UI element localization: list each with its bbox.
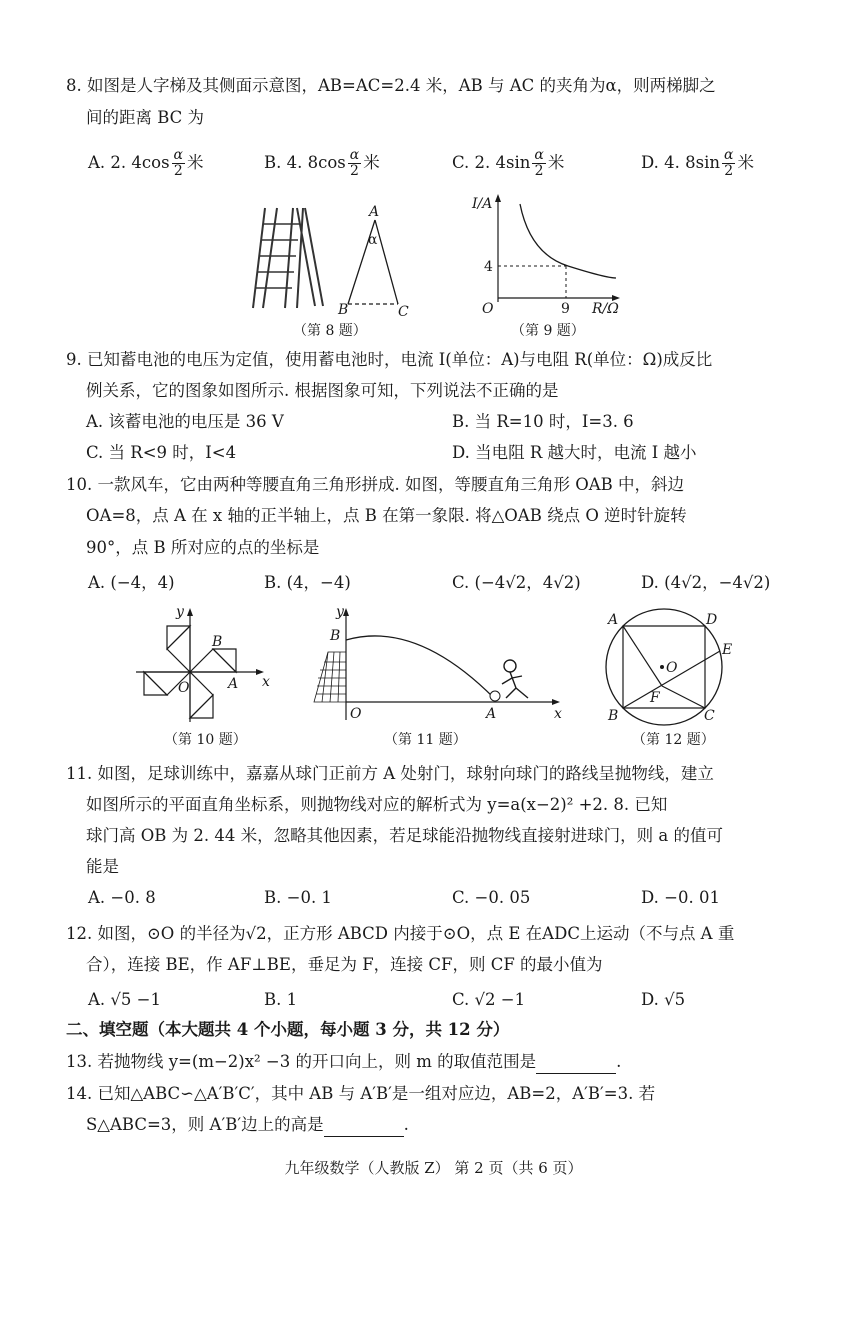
label-o: O bbox=[350, 706, 362, 722]
q10-option-d: D. (4√2，−4√2) bbox=[641, 573, 771, 592]
label-y: y bbox=[176, 604, 184, 620]
page-footer: 九年级数学（人教版 Z） 第 2 页（共 6 页） bbox=[284, 1159, 583, 1177]
figure-11 bbox=[306, 604, 570, 728]
q12-line2: 合），连接 BE，作 AF⊥BE，垂足为 F，连接 CF，则 CF 的最小值为 bbox=[86, 955, 603, 974]
label-a: A bbox=[369, 204, 380, 220]
section-fill-in-heading: 二、填空题（本大题共 4 个小题，每小题 3 分，共 12 分） bbox=[66, 1020, 510, 1039]
label-a: A bbox=[486, 706, 497, 722]
xlabel: R/Ω bbox=[592, 301, 619, 317]
q12-option-a: A. √5 −1 bbox=[88, 990, 161, 1009]
q8-option-a: A. 2. 4cos $\frac{\alpha}{2}$ 米 bbox=[88, 147, 204, 179]
q11-line3: 球门高 OB 为 2. 44 米，忽略其他因素，若足球能沿抛物线直接射进球门，则 a 的值可 bbox=[86, 826, 723, 845]
figure-9 bbox=[468, 192, 628, 318]
q10-line2: OA=8，点 A 在 x 轴的正半轴上，点 B 在第一象限. 将△OAB 绕点 O 逆时针旋转 bbox=[86, 506, 687, 525]
ylabel: I/A bbox=[472, 196, 493, 212]
caption-11: （第 11 题） bbox=[384, 732, 467, 748]
label-c: C bbox=[398, 304, 409, 320]
q10-option-a: A. (−4，4) bbox=[88, 573, 175, 592]
q8-line1: 8. 如图是人字梯及其侧面示意图，AB=AC=2.4 米，AB 与 AC 的夹角为α，则两梯脚之 bbox=[66, 76, 716, 95]
label-b: B bbox=[338, 302, 349, 318]
q8-option-d: D. 4. 8sin $\frac{\alpha}{2}$ 米 bbox=[641, 147, 754, 179]
q11-line4: 能是 bbox=[86, 857, 119, 876]
origin-o: O bbox=[482, 301, 494, 317]
q12-option-c: C. √2 −1 bbox=[452, 990, 526, 1009]
q9-option-b: B. 当 R=10 时，I=3. 6 bbox=[452, 412, 634, 431]
q9-option-c: C. 当 R<9 时，I<4 bbox=[86, 443, 237, 462]
q11-line2: 如图所示的平面直角坐标系，则抛物线对应的解析式为 y=a(x−2)² +2. 8. 已知 bbox=[86, 795, 668, 814]
q10-option-b: B. (4，−4) bbox=[264, 573, 351, 592]
q10-line3: 90°，点 B 所对应的点的坐标是 bbox=[86, 538, 320, 557]
hyperbola-curve bbox=[520, 204, 616, 278]
label-o: O bbox=[178, 680, 190, 696]
q10-line1: 10. 一款风车，它由两种等腰直角三角形拼成. 如图，等腰直角三角形 OAB 中，斜边 bbox=[66, 475, 685, 494]
label-a: A bbox=[228, 676, 239, 692]
q12-option-b: B. 1 bbox=[264, 990, 298, 1009]
label-x: x bbox=[554, 706, 562, 722]
label-y: y bbox=[336, 604, 344, 620]
q8-line2: 间的距离 BC 为 bbox=[86, 108, 205, 127]
q14-text: S△ABC=3，则 A′B′边上的高是 bbox=[86, 1115, 324, 1134]
xtick-9: 9 bbox=[561, 301, 570, 317]
goal-net bbox=[314, 652, 346, 702]
q10-option-c: C. (−4√2，4√2) bbox=[452, 573, 581, 592]
q13-text: 13. 若抛物线 y=(m−2)x² −3 的开口向上，则 m 的取值范围是 bbox=[66, 1052, 537, 1071]
ytick-4: 4 bbox=[484, 259, 493, 275]
q14-line2: S△ABC=3，则 A′B′边上的高是 . bbox=[86, 1113, 409, 1137]
q11-option-b: B. −0. 1 bbox=[264, 888, 332, 907]
q11-line1: 11. 如图，足球训练中，嘉嘉从球门正前方 A 处射门，球射向球门的路线呈抛物线，建立 bbox=[66, 764, 714, 783]
label-a: A bbox=[608, 612, 619, 628]
figure-10 bbox=[132, 604, 282, 728]
label-e: E bbox=[722, 642, 733, 658]
q11-option-a: A. −0. 8 bbox=[88, 888, 156, 907]
caption-8: （第 8 题） bbox=[293, 323, 367, 339]
label-b: B bbox=[330, 628, 341, 644]
q12-option-d: D. √5 bbox=[641, 990, 686, 1009]
football bbox=[490, 691, 500, 701]
label-b: B bbox=[608, 708, 619, 724]
label-d: D bbox=[706, 612, 718, 628]
caption-9: （第 9 题） bbox=[511, 323, 585, 339]
figure-12 bbox=[598, 604, 748, 728]
label-b: B bbox=[212, 634, 223, 650]
q11-option-d: D. −0. 01 bbox=[641, 888, 720, 907]
q8-option-c: C. 2. 4sin $\frac{\alpha}{2}$ 米 bbox=[452, 147, 565, 179]
label-f: F bbox=[650, 690, 660, 706]
q14-answer-blank[interactable] bbox=[324, 1120, 404, 1137]
label-x: x bbox=[262, 674, 270, 690]
q13: 13. 若抛物线 y=(m−2)x² −3 的开口向上，则 m 的取值范围是 . bbox=[66, 1050, 621, 1074]
q13-answer-blank[interactable] bbox=[536, 1057, 616, 1074]
q12-line1: 12. 如图，⊙O 的半径为√2，正方形 ABCD 内接于⊙O，点 E 在ADC上运动（不与点 A 重 bbox=[66, 924, 735, 943]
q11-option-c: C. −0. 05 bbox=[452, 888, 531, 907]
label-alpha: α bbox=[368, 232, 378, 248]
q14-line1: 14. 已知△ABC∽△A′B′C′，其中 AB 与 A′B′是一组对应边，AB=2，A′B′=3. 若 bbox=[66, 1084, 656, 1103]
label-c: C bbox=[704, 708, 715, 724]
player-figure bbox=[502, 660, 528, 698]
q9-line1: 9. 已知蓄电池的电压为定值，使用蓄电池时，电流 I(单位：A)与电阻 R(单位：Ω)成反比 bbox=[66, 350, 713, 369]
label-o: O bbox=[666, 660, 678, 676]
q9-option-a: A. 该蓄电池的电压是 36 V bbox=[86, 412, 284, 431]
q8-option-b: B. 4. 8cos $\frac{\alpha}{2}$ 米 bbox=[264, 147, 380, 179]
ladder-illustration bbox=[253, 208, 323, 308]
q9-line2: 例关系，它的图象如图所示. 根据图象可知，下列说法不正确的是 bbox=[86, 381, 559, 400]
caption-12: （第 12 题） bbox=[632, 732, 715, 748]
parabola-path bbox=[346, 636, 494, 698]
caption-10: （第 10 题） bbox=[164, 732, 247, 748]
figure-8 bbox=[245, 198, 425, 322]
q9-option-d: D. 当电阻 R 越大时，电流 I 越小 bbox=[452, 443, 697, 462]
